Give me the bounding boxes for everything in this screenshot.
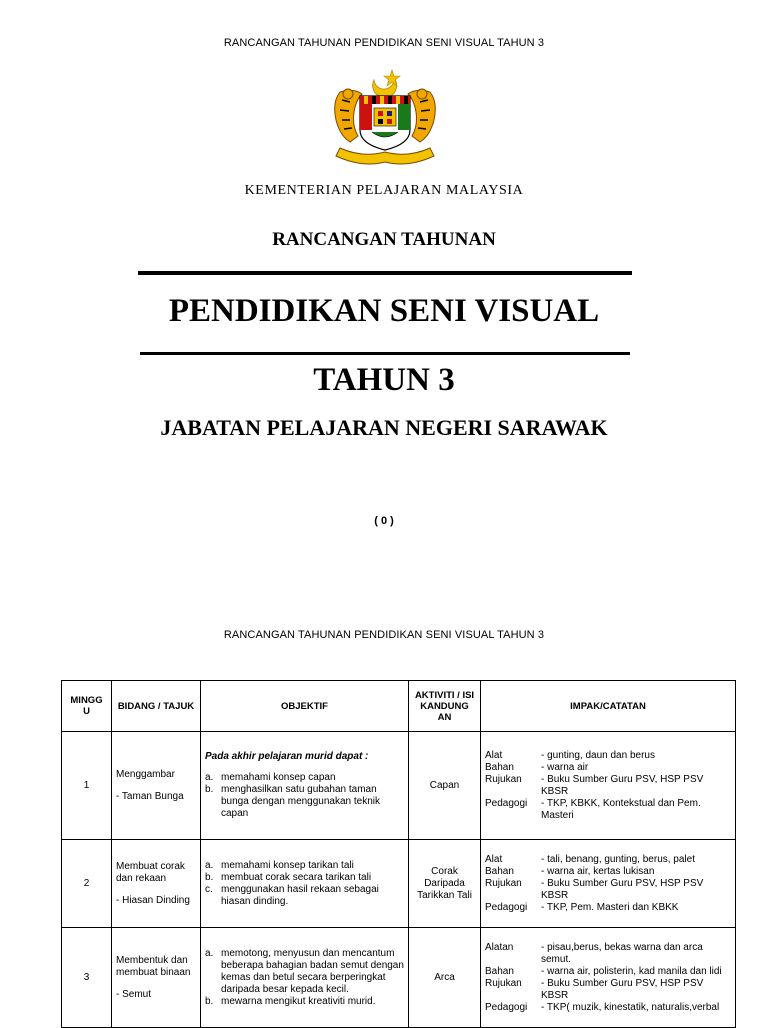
topic-label: - Taman Bunga: [116, 790, 184, 802]
header-objective: OBJEKTIF: [201, 681, 409, 732]
activity-cell: Corak Daripada Tarikkan Tali: [409, 840, 481, 928]
objective-cell: [201, 840, 409, 928]
objective-cell: [201, 928, 409, 1028]
header-field: BIDANG / TAJUK: [112, 681, 201, 732]
department-name: JABATAN PELAJARAN NEGERI SARAWAK: [160, 415, 608, 440]
objective-cell: [201, 732, 409, 840]
field-label: Menggambar: [116, 768, 175, 780]
table-row: [62, 732, 736, 840]
bottom-divider: [140, 352, 630, 355]
document-title: PENDIDIKAN SENI VISUAL: [168, 293, 600, 329]
activity-cell: Arca: [409, 928, 481, 1028]
table-row: [62, 928, 736, 1028]
objective-item: c. menggunakan hasil rekaan sebagai hiasan dinding.: [205, 883, 379, 907]
malaysia-coat-of-arms-icon: [326, 66, 444, 170]
header-impact: IMPAK/CATATAN: [481, 681, 736, 732]
field-cell: [112, 840, 201, 928]
topic-label: - Semut: [116, 988, 152, 1000]
header-activity: AKTIVITI / ISI KANDUNG AN: [409, 681, 481, 732]
activity-cell: Capan: [409, 732, 481, 840]
running-head-repeat: RANCANGAN TAHUNAN PENDIDIKAN SENI VISUAL TAHUN 3: [223, 629, 545, 641]
top-divider: [138, 271, 632, 275]
grade-level: TAHUN 3: [313, 362, 455, 398]
field-label: Membuat corak dan rekaan: [116, 860, 185, 884]
objective-item: a. memahami konsep capan: [205, 772, 336, 783]
header-week: MINGG U: [62, 681, 112, 732]
document-subtitle: RANCANGAN TAHUNAN: [272, 229, 496, 250]
page-number: ( 0 ): [374, 515, 394, 527]
impact-cell: Alat - tali, benang, gunting, berus, palet Bahan - warna air, kertas lukisan Rujukan - Buku Sumber Guru PSV, HSP PSV KBSR Pedagogi - TKP, Pem. Masteri dan KBKK: [481, 840, 736, 928]
objective-item: b. menghasilkan satu gubahan taman bunga dengan menggunakan teknik capan: [205, 784, 381, 819]
objective-lead: Pada akhir pelajaran murid dapat :: [205, 751, 369, 762]
impact-cell: Alat - gunting, daun dan berus Bahan - warna air Rujukan - Buku Sumber Guru PSV, HSP PSV KBSR Pedagogi - TKP, KBKK, Kontekstual dan Pem. Masteri: [481, 732, 736, 840]
objective-item: b. mewarna mengikut kreativiti murid.: [205, 995, 376, 1007]
objective-item: a. memotong, menyusun dan mencantum beberapa bahagian badan semut dengan kemas dan betul secara berperingkat daripada besar kepada kecil.: [205, 947, 404, 995]
week-cell: 2: [62, 840, 112, 928]
field-cell: [112, 732, 201, 840]
table-header-row: [62, 681, 736, 732]
week-cell: 1: [62, 732, 112, 840]
topic-label: - Hiasan Dinding: [116, 894, 190, 906]
ministry-name: KEMENTERIAN PELAJARAN MALAYSIA: [244, 183, 524, 198]
running-head: RANCANGAN TAHUNAN PENDIDIKAN SENI VISUAL TAHUN 3: [223, 37, 545, 49]
impact-cell: Alatan - pisau,berus, bekas warna dan arca semut. Bahan - warna air, polisterin, kad manila dan lidi Rujukan - Buku Sumber Guru PSV, HSP PSV KBSR Pedagogi - TKP( muzik, kinestatik, naturalis,verbal: [481, 928, 736, 1028]
objective-item: b. membuat corak secara tarikan tali: [205, 871, 372, 883]
annual-plan-table: [61, 680, 736, 1028]
field-label: Membentuk dan membuat binaan: [116, 954, 191, 978]
field-cell: [112, 928, 201, 1028]
week-cell: 3: [62, 928, 112, 1028]
table-row: [62, 840, 736, 928]
objective-item: a. memahami konsep tarikan tali: [205, 859, 354, 871]
